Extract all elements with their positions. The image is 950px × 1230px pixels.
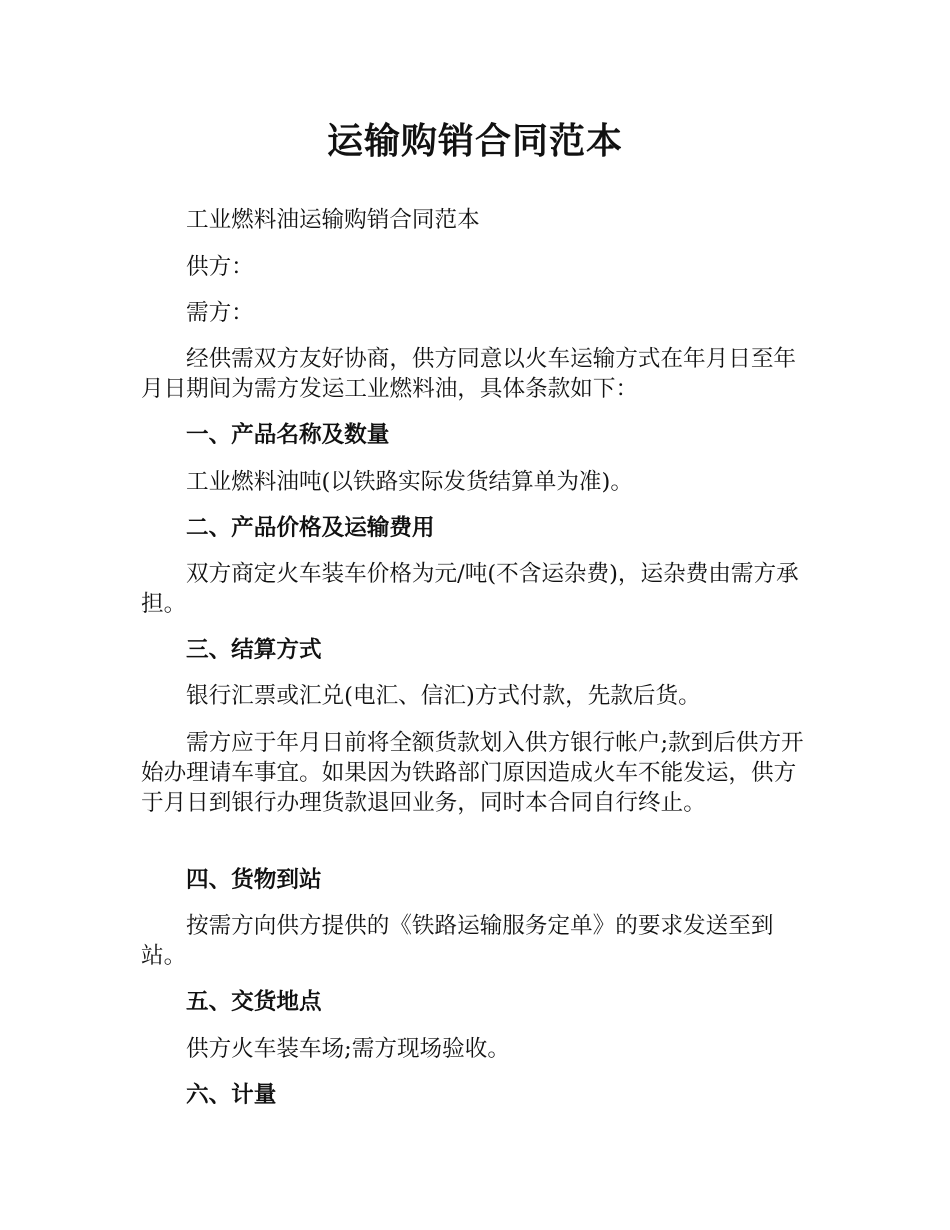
supplier-line: 供方： (186, 254, 254, 280)
contract-subtitle: 工业燃料油运输购销合同范本 (186, 207, 480, 233)
document-title: 运输购销合同范本 (326, 121, 623, 162)
price-transport-paragraph: 双方商定火车装车价格为元/吨(不含运杂费)，运杂费由需方承担。 (141, 561, 799, 617)
intro-paragraph: 经供需双方友好协商，供方同意以火车运输方式在年月日至年月日期间为需方发运工业燃料油，具体条款如下： (141, 346, 797, 402)
destination-paragraph: 按需方向供方提供的《铁路运输服务定单》的要求发送至到站。 (141, 913, 774, 969)
payment-terms-paragraph: 需方应于年月日前将全额货款划入供方银行帐户;款到后供方开始办理请车事宜。如果因为铁路部门原因造成火车不能发运，供方于月日到银行办理货款退回业务，同时本合同自行终止。 (141, 730, 804, 816)
section-heading-settlement: 三、结算方式 (186, 637, 322, 663)
section-heading-price-transport: 二、产品价格及运输费用 (186, 515, 435, 541)
buyer-line: 需方： (186, 300, 254, 326)
section-heading-measurement: 六、计量 (186, 1082, 277, 1108)
settlement-method-paragraph: 银行汇票或汇兑(电汇、信汇)方式付款，先款后货。 (186, 683, 701, 709)
delivery-place-paragraph: 供方火车装车场;需方现场验收。 (186, 1036, 510, 1062)
section-heading-destination: 四、货物到站 (186, 867, 322, 893)
product-quantity-paragraph: 工业燃料油吨(以铁路实际发货结算单为准)。 (186, 469, 633, 495)
section-heading-delivery-place: 五、交货地点 (186, 989, 322, 1015)
section-heading-product-quantity: 一、产品名称及数量 (186, 422, 390, 448)
